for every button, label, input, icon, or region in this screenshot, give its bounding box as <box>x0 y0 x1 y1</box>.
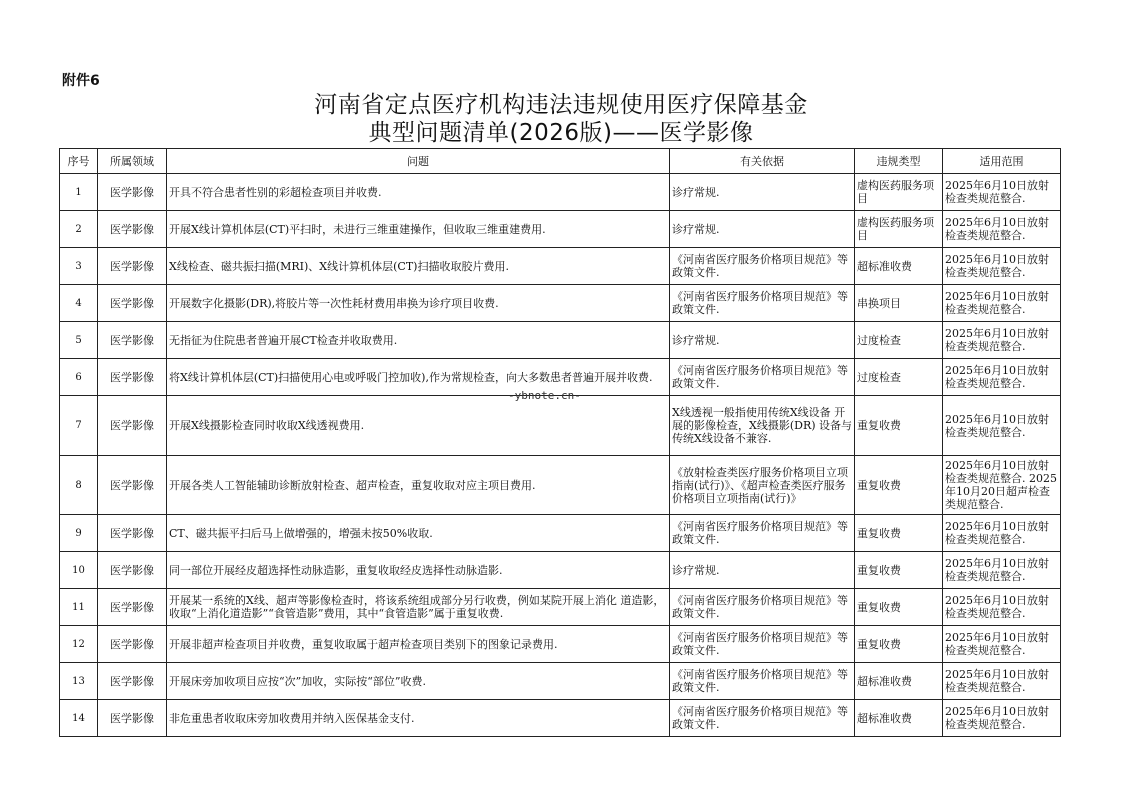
table-row <box>60 248 1061 285</box>
table-header-row <box>60 149 1061 174</box>
row-domain: 医学影像 <box>98 248 167 285</box>
row-basis: 诊疗常规. <box>670 552 855 589</box>
document-title-line1: 河南省定点医疗机构违法违规使用医疗保障基金 <box>314 92 808 118</box>
row-scope: 2025年6月10日放射检查类规范整合. <box>943 174 1061 211</box>
row-violation-type: 超标准收费 <box>855 663 943 700</box>
row-basis: 《河南省医疗服务价格项目规范》等政策文件. <box>670 700 855 737</box>
row-basis: 《放射检查类医疗服务价格项目立项指南(试行)》、《超声检查类医疗服务价格项目立项指南(试行)》 <box>670 456 855 515</box>
row-violation-type: 重复收费 <box>855 589 943 626</box>
row-scope: 2025年6月10日放射检查类规范整合. <box>943 663 1061 700</box>
row-number: 13 <box>60 663 98 700</box>
row-violation-type: 串换项目 <box>855 285 943 322</box>
row-scope: 2025年6月10日放射检查类规范整合. <box>943 359 1061 396</box>
row-issue: 开具不符合患者性别的彩超检查项目并收费. <box>167 174 670 211</box>
row-scope: 2025年6月10日放射检查类规范整合. <box>943 626 1061 663</box>
row-domain: 医学影像 <box>98 211 167 248</box>
row-issue: X线检查、磁共振扫描(MRI)、X线计算机体层(CT)扫描收取胶片费用. <box>167 248 670 285</box>
issue-table <box>59 148 1061 737</box>
row-number: 10 <box>60 552 98 589</box>
table-row <box>60 589 1061 626</box>
row-issue: CT、磁共振平扫后马上做增强的，增强未按50%收取. <box>167 515 670 552</box>
row-scope: 2025年6月10日放射检查类规范整合. <box>943 285 1061 322</box>
row-domain: 医学影像 <box>98 700 167 737</box>
row-number: 8 <box>60 456 98 515</box>
row-domain: 医学影像 <box>98 552 167 589</box>
row-basis: 《河南省医疗服务价格项目规范》等政策文件. <box>670 359 855 396</box>
table-row <box>60 211 1061 248</box>
row-number: 2 <box>60 211 98 248</box>
row-domain: 医学影像 <box>98 396 167 456</box>
header-violation-type: 违规类型 <box>855 149 943 174</box>
row-violation-type: 重复收费 <box>855 515 943 552</box>
attachment-label: 附件6 <box>62 73 100 89</box>
row-basis: 《河南省医疗服务价格项目规范》等政策文件. <box>670 663 855 700</box>
row-scope: 2025年6月10日放射检查类规范整合. 2025年10月20日超声检查类规范整合. <box>943 456 1061 515</box>
row-number: 3 <box>60 248 98 285</box>
row-domain: 医学影像 <box>98 589 167 626</box>
row-number: 12 <box>60 626 98 663</box>
table-row <box>60 322 1061 359</box>
row-issue: 开展各类人工智能辅助诊断放射检查、超声检查，重复收取对应主项目费用. <box>167 456 670 515</box>
row-issue: 将X线计算机体层(CT)扫描使用心电或呼吸门控加收),作为常规检查，向大多数患者普遍开展并收费. <box>167 359 670 396</box>
document-title-line2: 典型问题清单(2026版)——医学影像 <box>368 120 754 146</box>
header-no: 序号 <box>60 149 98 174</box>
row-domain: 医学影像 <box>98 456 167 515</box>
watermark: -ybnote.cn- <box>508 389 581 402</box>
row-issue: 开展X线摄影检查同时收取X线透视费用. <box>167 396 670 456</box>
row-domain: 医学影像 <box>98 626 167 663</box>
row-number: 1 <box>60 174 98 211</box>
row-domain: 医学影像 <box>98 663 167 700</box>
row-domain: 医学影像 <box>98 174 167 211</box>
table-row <box>60 700 1061 737</box>
table-row <box>60 456 1061 515</box>
row-issue: 开展X线计算机体层(CT)平扫时，未进行三维重建操作，但收取三维重建费用. <box>167 211 670 248</box>
header-domain: 所属领域 <box>98 149 167 174</box>
row-scope: 2025年6月10日放射检查类规范整合. <box>943 248 1061 285</box>
row-scope: 2025年6月10日放射检查类规范整合. <box>943 515 1061 552</box>
row-basis: 诊疗常规. <box>670 174 855 211</box>
table-row <box>60 663 1061 700</box>
row-violation-type: 重复收费 <box>855 456 943 515</box>
table-row <box>60 285 1061 322</box>
row-violation-type: 虚构医药服务项目 <box>855 174 943 211</box>
row-scope: 2025年6月10日放射检查类规范整合. <box>943 322 1061 359</box>
row-violation-type: 虚构医药服务项目 <box>855 211 943 248</box>
row-number: 9 <box>60 515 98 552</box>
row-scope: 2025年6月10日放射检查类规范整合. <box>943 700 1061 737</box>
row-domain: 医学影像 <box>98 515 167 552</box>
row-number: 11 <box>60 589 98 626</box>
row-issue: 同一部位开展经皮超选择性动脉造影，重复收取经皮选择性动脉造影. <box>167 552 670 589</box>
row-domain: 医学影像 <box>98 322 167 359</box>
row-number: 7 <box>60 396 98 456</box>
row-basis: 诊疗常规. <box>670 211 855 248</box>
row-violation-type: 超标准收费 <box>855 248 943 285</box>
row-issue: 开展某一系统的X线、超声等影像检查时，将该系统组成部分另行收费，例如某院开展上消化 道造影，收取“上消化道造影”“食管造影”费用，其中“食管造影”属于重复收费. <box>167 589 670 626</box>
row-violation-type: 超标准收费 <box>855 700 943 737</box>
header-scope: 适用范围 <box>943 149 1061 174</box>
row-number: 4 <box>60 285 98 322</box>
row-basis: X线透视一般指使用传统X线设备 开展的影像检查，X线摄影(DR) 设备与传统X线设备不兼容. <box>670 396 855 456</box>
row-violation-type: 过度检查 <box>855 359 943 396</box>
row-violation-type: 重复收费 <box>855 396 943 456</box>
row-issue: 非危重患者收取床旁加收费用并纳入医保基金支付. <box>167 700 670 737</box>
row-number: 6 <box>60 359 98 396</box>
row-number: 5 <box>60 322 98 359</box>
row-domain: 医学影像 <box>98 359 167 396</box>
table-row <box>60 552 1061 589</box>
row-basis: 诊疗常规. <box>670 322 855 359</box>
row-basis: 《河南省医疗服务价格项目规范》等政策文件. <box>670 515 855 552</box>
header-basis: 有关依据 <box>670 149 855 174</box>
row-issue: 无指征为住院患者普遍开展CT检查并收取费用. <box>167 322 670 359</box>
row-violation-type: 过度检查 <box>855 322 943 359</box>
row-scope: 2025年6月10日放射检查类规范整合. <box>943 589 1061 626</box>
row-scope: 2025年6月10日放射检查类规范整合. <box>943 211 1061 248</box>
row-issue: 开展床旁加收项目应按“次”加收，实际按“部位”收费. <box>167 663 670 700</box>
table-row <box>60 515 1061 552</box>
table-row <box>60 174 1061 211</box>
row-basis: 《河南省医疗服务价格项目规范》等政策文件. <box>670 589 855 626</box>
row-issue: 开展非超声检查项目并收费，重复收取属于超声检查项目类别下的图象记录费用. <box>167 626 670 663</box>
table-row <box>60 396 1061 456</box>
table-row <box>60 626 1061 663</box>
row-scope: 2025年6月10日放射检查类规范整合. <box>943 552 1061 589</box>
row-basis: 《河南省医疗服务价格项目规范》等政策文件. <box>670 626 855 663</box>
row-number: 14 <box>60 700 98 737</box>
row-scope: 2025年6月10日放射检查类规范整合. <box>943 396 1061 456</box>
row-basis: 《河南省医疗服务价格项目规范》等政策文件. <box>670 285 855 322</box>
row-violation-type: 重复收费 <box>855 626 943 663</box>
header-issue: 问题 <box>167 149 670 174</box>
row-domain: 医学影像 <box>98 285 167 322</box>
row-violation-type: 重复收费 <box>855 552 943 589</box>
row-basis: 《河南省医疗服务价格项目规范》等政策文件. <box>670 248 855 285</box>
row-issue: 开展数字化摄影(DR),将胶片等一次性耗材费用串换为诊疗项目收费. <box>167 285 670 322</box>
